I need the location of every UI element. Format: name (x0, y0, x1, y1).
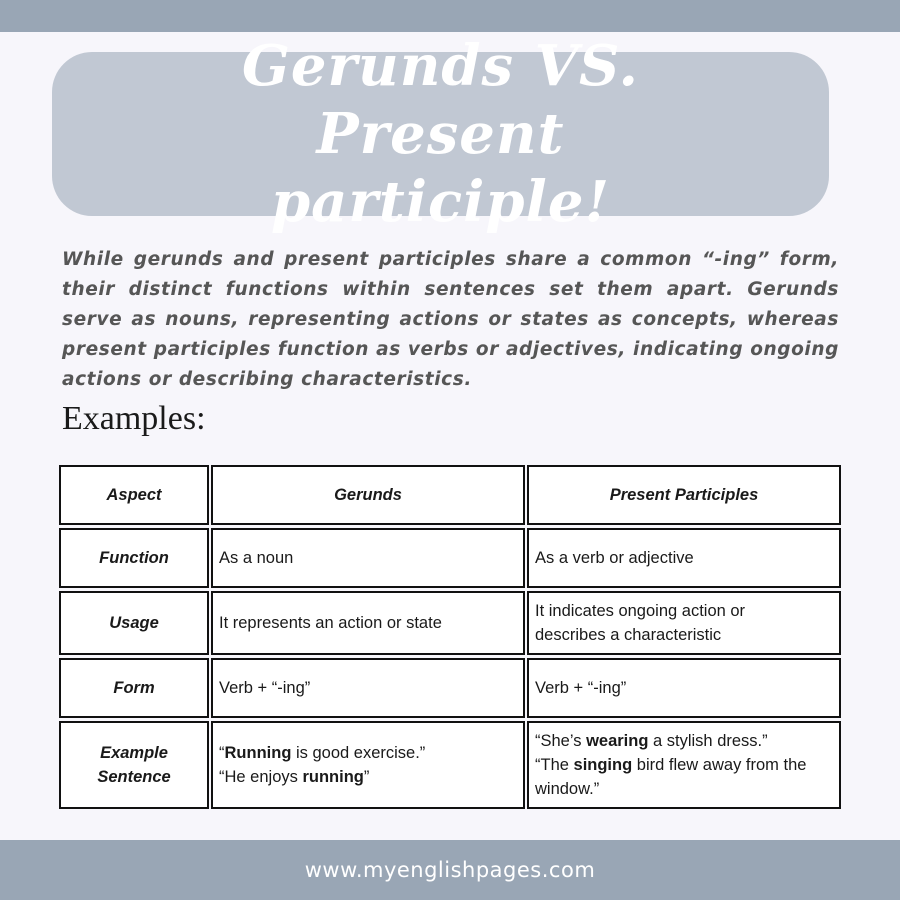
part-ex2-pre: “The (535, 756, 574, 774)
header-gerunds-label: Gerunds (334, 486, 402, 504)
row-example-aspect (59, 721, 209, 809)
row-usage-participle (527, 591, 841, 655)
aspect-label-example (97, 741, 170, 789)
aspect-label-form: Form (113, 679, 155, 697)
gerund-ex2-pre: “He enjoys (219, 768, 303, 786)
header-participles-label: Present Participles (609, 486, 759, 504)
footer-bar (0, 840, 900, 900)
part-ex2-post: bird flew away from the (632, 756, 807, 774)
aspect-label-function: Function (99, 549, 169, 567)
aspect-example-line-2: Sentence (97, 768, 171, 786)
title-line-1: Gerunds VS. Present (242, 33, 639, 167)
gerund-ex1-pre: “ (219, 744, 225, 762)
intro-paragraph: While gerunds and present participles share a common “-ing” form, their distinct functions within sentences set them apart. Gerunds serve as nouns, representing actions or states as concepts, whereas present participles function as verbs or adjectives, indicating ongoing actions or describing characteristics. (62, 249, 839, 390)
participle-form-text: Verb + “-ing” (535, 679, 627, 697)
aspect-example-line-1: Example (100, 744, 168, 762)
gerund-ex1-bold: Running (224, 744, 292, 762)
part-ex1-post: a stylish dress.” (648, 732, 768, 750)
header-aspect (59, 465, 209, 525)
header-present-participles (527, 465, 841, 525)
part-ex2-bold: singing (573, 756, 633, 774)
part-ex1-bold: wearing (586, 732, 649, 750)
aspect-label-usage: Usage (109, 614, 159, 632)
examples-heading: Examples: (62, 400, 206, 437)
participle-example-1 (535, 729, 806, 753)
header-aspect-label: Aspect (106, 486, 162, 504)
row-form-participle (527, 658, 841, 718)
gerund-example-2 (219, 765, 425, 789)
row-function-participle (527, 528, 841, 588)
gerund-example-1 (219, 741, 425, 765)
row-usage-aspect (59, 591, 209, 655)
row-example-gerund (211, 721, 525, 809)
row-function-gerund (211, 528, 525, 588)
participle-example-2 (535, 753, 806, 777)
participle-usage-text (535, 599, 745, 647)
gerund-form-text: Verb + “-ing” (219, 679, 311, 697)
row-form-gerund (211, 658, 525, 718)
footer-url: www.myenglishpages.com (304, 858, 596, 882)
gerund-ex2-bold: running (302, 768, 364, 786)
part-ex1-pre: “She’s (535, 732, 587, 750)
participle-usage-line-2: describes a characteristic (535, 626, 722, 644)
row-form-aspect (59, 658, 209, 718)
gerund-ex1-post: is good exercise.” (291, 744, 426, 762)
title-line-2: participle! (270, 169, 611, 235)
participle-function-text: As a verb or adjective (535, 549, 694, 567)
row-function-aspect (59, 528, 209, 588)
gerund-example-text (219, 741, 425, 789)
gerund-ex2-post: ” (363, 768, 370, 786)
row-usage-gerund (211, 591, 525, 655)
participle-example-2-continued: window.” (535, 780, 600, 798)
header-gerunds (211, 465, 525, 525)
gerund-usage-text: It represents an action or state (219, 614, 442, 632)
participle-usage-line-1: It indicates ongoing action or (535, 602, 746, 620)
row-example-participle (527, 721, 841, 809)
participle-example-text (535, 729, 806, 801)
gerund-function-text: As a noun (219, 549, 294, 567)
